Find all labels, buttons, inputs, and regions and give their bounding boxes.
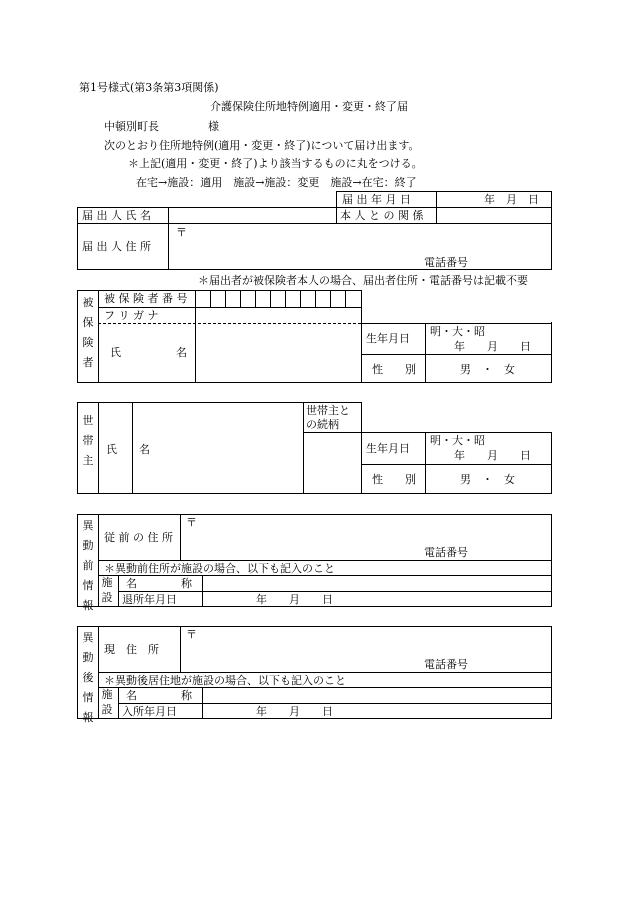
before-move-phone-label: 電話番号 [424,546,468,559]
filer-note: ＊届出者が被保険者本人の場合、届出者住所・電話番号は記載不要 [198,274,528,287]
insured-number-label: 被 保 険 者 番 号 [104,292,188,305]
household-head-dob-value[interactable]: 年 月 日 [454,449,531,462]
insured-sex-options[interactable]: 男 ・ 女 [460,363,515,376]
after-move-facility-label: 施 設 [101,688,113,716]
household-head-side-label: 世 帯 主 [82,414,94,467]
after-move-date-value[interactable]: 年 月 日 [256,705,333,718]
filing-date-label: 届 出 年 月 日 [342,193,411,206]
after-move-facility-name-label: 名 称 [126,689,192,702]
before-move-date-label: 退所年月日 [122,593,177,606]
insured-side-label: 被 保 険 者 [82,296,94,369]
addressee-honorific: 様 [208,120,219,133]
after-move-phone-label: 電話番号 [424,658,468,671]
before-move-facility-label: 施 設 [101,576,113,604]
before-move-address-label: 従 前 の 住 所 [104,531,173,544]
filer-phone-label: 電話番号 [424,256,468,269]
insured-sex-label: 性 別 [372,363,416,376]
after-move-date-label: 入所年月日 [122,705,177,718]
case-types-text: 在宅→施設：適用 施設→施設：変更 施設→在宅：終了 [136,176,417,189]
household-head-sex-label: 性 別 [372,473,416,486]
insured-name-label: 氏 名 [110,346,187,359]
form-title: 介護保険住所地特例適用・変更・終了届 [210,100,408,113]
insured-era-options[interactable]: 明・大・昭 [430,325,485,338]
filing-date-value[interactable]: 年 月 日 [484,193,539,206]
after-move-side-label: 異 動 後 情 報 [82,631,94,724]
household-head-era-options[interactable]: 明・大・昭 [430,434,485,447]
filer-postal-mark: 〒 [176,226,187,239]
relation-label: 本 人 と の 関 係 [340,209,424,222]
after-move-address-label: 現 住 所 [104,643,159,656]
instruction-text: ＊上記(適用・変更・終了)より該当するものに丸をつける。 [128,157,423,170]
insured-dob-value[interactable]: 年 月 日 [454,340,531,353]
form-number: 第1号様式(第3条第3項関係) [79,81,219,94]
before-move-date-value[interactable]: 年 月 日 [256,593,333,606]
addressee-town: 中頓別町長 [104,120,159,133]
household-head-sex-options[interactable]: 男 ・ 女 [460,473,515,486]
after-move-postal-mark: 〒 [186,628,197,641]
before-move-side-label: 異 動 前 情 報 [82,519,94,612]
insured-furigana-label: フ リ ガ ナ [104,309,159,322]
intro-text: 次のとおり住所地特例(適用・変更・終了)について届け出ます。 [104,139,420,152]
before-move-facility-name-label: 名 称 [126,577,192,590]
filer-name-label: 届 出 人 氏 名 [82,209,151,222]
household-head-relation-label-2: の続柄 [306,418,339,431]
household-head-dob-label: 生年月日 [366,442,410,455]
before-move-note: ＊異動前住所が施設の場合、以下も記入のこと [104,562,335,575]
filer-address-label: 届 出 人 住 所 [82,240,151,253]
before-move-postal-mark: 〒 [186,516,197,529]
after-move-note: ＊異動後居住地が施設の場合、以下も記入のこと [104,674,346,687]
household-head-relation-label-1: 世帯主と [306,404,350,417]
insured-dob-label: 生年月日 [366,332,410,345]
household-head-name-label: 氏 名 [106,443,150,456]
